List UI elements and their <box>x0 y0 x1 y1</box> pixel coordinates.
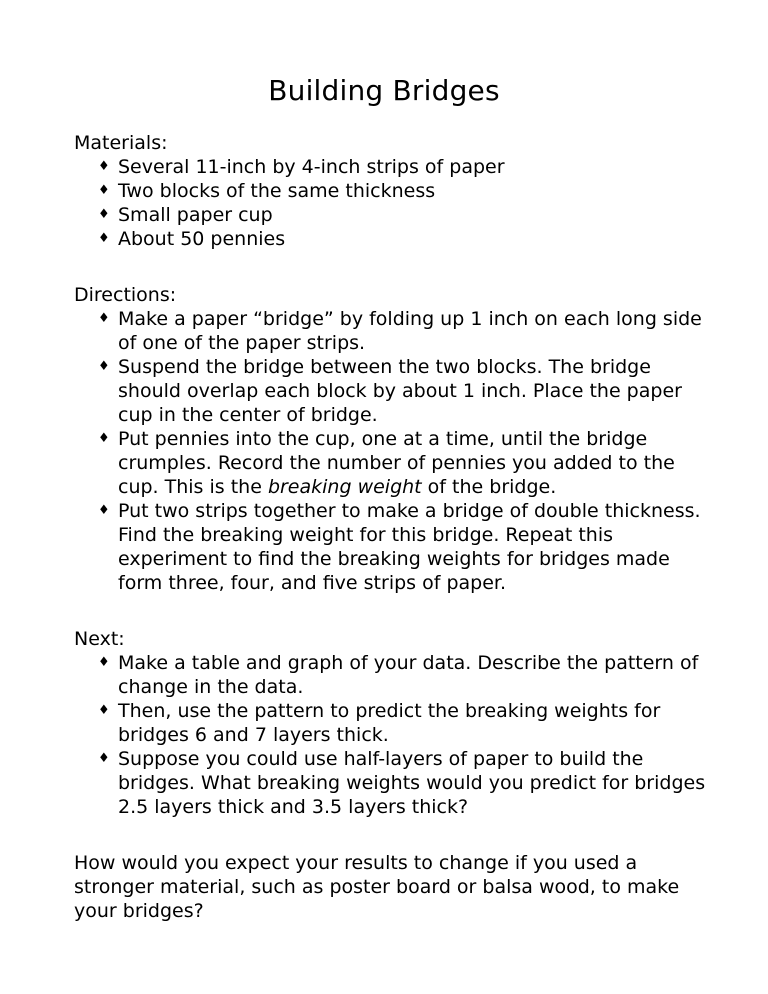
text-run: Put pennies into the cup, one at a time, until the bridge crumples. Record the number of pennies you added to the cup. This is the <box>118 428 675 498</box>
list-item-text: Suppose you could use half-layers of paper to build the bridges. What breaking weights would you predict for bridges 2.5 layers thick and 3.5 layers thick? <box>118 748 706 818</box>
diamond-bullet-icon: ♦ <box>98 231 110 246</box>
list-item-text: Make a table and graph of your data. Describe the pattern of change in the data. <box>118 652 699 698</box>
diamond-bullet-icon: ♦ <box>98 183 110 198</box>
list-item-text: Two blocks of the same thickness <box>118 180 436 202</box>
list-item <box>74 499 714 595</box>
diamond-bullet-icon: ♦ <box>98 703 110 718</box>
materials-heading: Materials: <box>74 132 168 154</box>
diamond-bullet-icon: ♦ <box>98 503 110 518</box>
list-item-text: Small paper cup <box>118 204 273 226</box>
materials-list <box>74 155 714 251</box>
diamond-bullet-icon: ♦ <box>98 207 110 222</box>
list-item <box>74 203 714 227</box>
list-item <box>74 179 714 203</box>
directions-section <box>74 283 714 595</box>
directions-list <box>74 307 714 595</box>
diamond-bullet-icon: ♦ <box>98 655 110 670</box>
list-item-text <box>118 428 675 498</box>
list-item <box>74 355 714 427</box>
next-list <box>74 651 714 819</box>
diamond-bullet-icon: ♦ <box>98 359 110 374</box>
list-item <box>74 227 714 251</box>
list-item-text: Several 11-inch by 4-inch strips of paper <box>118 156 505 178</box>
list-item <box>74 155 714 179</box>
emphasized-term: breaking weight <box>267 476 422 498</box>
page-title: Building Bridges <box>268 74 500 107</box>
diamond-bullet-icon: ♦ <box>98 751 110 766</box>
list-item <box>74 699 714 747</box>
list-item-text: Then, use the pattern to predict the breaking weights for bridges 6 and 7 layers thick. <box>118 700 661 746</box>
list-item-text: Suspend the bridge between the two blocks. The bridge should overlap each block by about 1 inch. Place the paper cup in the center of bridge. <box>118 356 682 426</box>
diamond-bullet-icon: ♦ <box>98 431 110 446</box>
diamond-bullet-icon: ♦ <box>98 311 110 326</box>
list-item <box>74 307 714 355</box>
list-item-text: Put two strips together to make a bridge of double thickness. Find the breaking weight for this bridge. Repeat this experiment to find the breaking weights for bridges made form three, four, and five strips of paper. <box>118 500 701 594</box>
list-item <box>74 651 714 699</box>
list-item-text: About 50 pennies <box>118 228 286 250</box>
text-run: of the bridge. <box>421 476 557 498</box>
materials-section <box>74 131 714 251</box>
list-item <box>74 747 714 819</box>
next-heading: Next: <box>74 628 125 650</box>
diamond-bullet-icon: ♦ <box>98 159 110 174</box>
next-section <box>74 627 714 819</box>
list-item <box>74 427 714 499</box>
directions-heading: Directions: <box>74 284 177 306</box>
list-item-text: Make a paper “bridge” by folding up 1 inch on each long side of one of the paper strips. <box>118 308 702 354</box>
closing-question: How would you expect your results to change if you used a stronger material, such as poster board or balsa wood, to make your bridges? <box>74 852 680 922</box>
